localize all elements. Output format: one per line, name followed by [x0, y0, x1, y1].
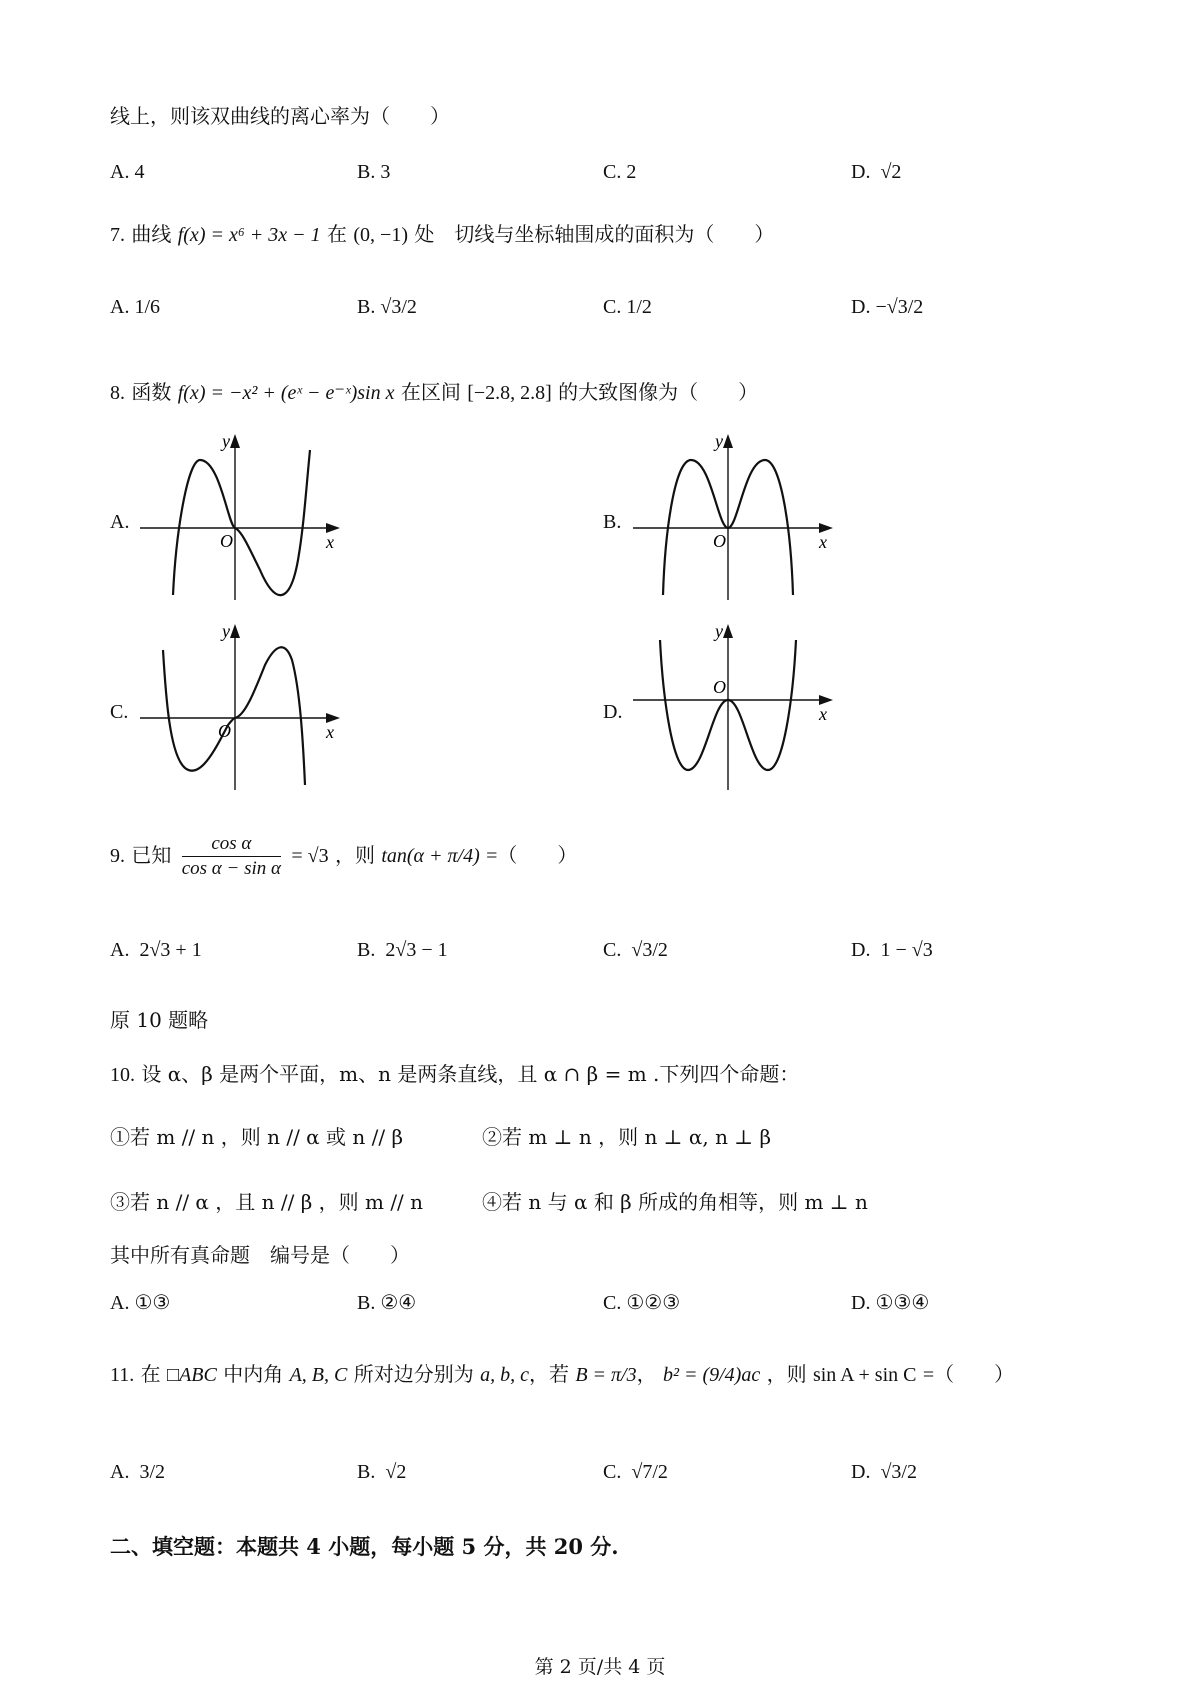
graph-a-x-label: x: [326, 532, 334, 552]
q8-option-d-label: D.: [603, 701, 623, 723]
q6-option-d: D. √2: [851, 161, 902, 183]
graph-b-origin: O: [713, 531, 726, 551]
q11-stem: 11. 在 □ABC 中内角 A, B, C 所对边分别为 a, b, c，若 B = π/3， b² = (9/4)ac ，则 sin A + sin C =（ ）: [110, 1362, 1015, 1386]
q11-option-b: B. √2: [357, 1461, 407, 1483]
graph-b-x-label: x: [819, 532, 827, 552]
q10-prop-2: ②若 m ⊥ n ，则 n ⊥ α, n ⊥ β: [482, 1125, 772, 1149]
q10-option-c: C. ①②③: [603, 1292, 681, 1314]
q10-prop-1: ①若 m // n ，则 n // α 或 n // β: [110, 1125, 404, 1149]
q6-option-a: A. 4: [110, 161, 145, 183]
graph-c-x-label: x: [326, 722, 334, 742]
q11-option-c: C. √7/2: [603, 1461, 668, 1483]
graph-b-y-label: y: [715, 431, 723, 451]
q8-graph-d: [633, 620, 843, 790]
q9-stem: 9. 已知 $\frac{\text{cos α}}{\text{cos α − sin α}}$ = √3 ，则 tan(α + π/4) =（ ）: [110, 833, 578, 879]
q9-option-a: A. 2√3 + 1: [110, 939, 202, 961]
graph-d-y-label: y: [715, 621, 723, 641]
graph-a-origin: O: [220, 531, 233, 551]
q7-option-b: B. √3/2: [357, 296, 417, 318]
q8-graph-c: [140, 620, 350, 790]
q8-option-a-label: A.: [110, 511, 130, 533]
q7-option-c: C. 1/2: [603, 296, 652, 318]
q8-graph-b: [633, 430, 843, 600]
note-original-10: 原 10 题略: [110, 1008, 209, 1032]
q10-stem: 10. 设 α、β 是两个平面，m、n 是两条直线，且 α ∩ β = m .下列四个命题：: [110, 1062, 800, 1086]
graph-d-origin: O: [713, 677, 726, 697]
q10-option-d: D. ①③④: [851, 1292, 930, 1314]
q8-graph-a: [140, 430, 350, 600]
q9-option-d: D. 1 − √3: [851, 939, 933, 961]
q8-option-b-label: B.: [603, 511, 622, 533]
q7-option-d: D. −√3/2: [851, 296, 924, 318]
q11-option-d: D. √3/2: [851, 1461, 917, 1483]
q11-option-a: A. 3/2: [110, 1461, 166, 1483]
graph-c-origin: O: [218, 721, 231, 741]
q6-option-c: C. 2: [603, 161, 637, 183]
q8-stem: 8. 函数 f(x) = −x² + (eˣ − e⁻ˣ)sin x 在区间 [−2.8, 2.8] 的大致图像为（ ）: [110, 380, 759, 404]
q7-stem: 7. 曲线 f(x) = x⁶ + 3x − 1 在 (0, −1) 处 切线与坐标轴围成的面积为（ ）: [110, 222, 775, 246]
q8-option-c-label: C.: [110, 701, 129, 723]
q9-option-b: B. 2√3 − 1: [357, 939, 448, 961]
graph-c-y-label: y: [222, 621, 230, 641]
q7-option-a: A. 1/6: [110, 296, 161, 318]
q10-prop-4: ④若 n 与 α 和 β 所成的角相等，则 m ⊥ n: [482, 1190, 868, 1214]
graph-a-y-label: y: [222, 431, 230, 451]
q9-option-c: C. √3/2: [603, 939, 668, 961]
q6-option-b: B. 3: [357, 161, 391, 183]
q10-question: 其中所有真命题 编号是（ ）: [110, 1243, 410, 1267]
q6-stem-tail: 线上，则该双曲线的离心率为（ ）: [110, 104, 450, 128]
page-footer: 第 2 页/共 4 页: [534, 1656, 666, 1678]
section-2-heading: 二、填空题：本题共 4 小题，每小题 5 分，共 20 分.: [110, 1534, 619, 1559]
q10-option-a: A. ①③: [110, 1292, 171, 1314]
q10-prop-3: ③若 n // α ，且 n // β ，则 m // n: [110, 1190, 424, 1214]
graph-d-x-label: x: [819, 704, 827, 724]
q10-option-b: B. ②④: [357, 1292, 417, 1314]
